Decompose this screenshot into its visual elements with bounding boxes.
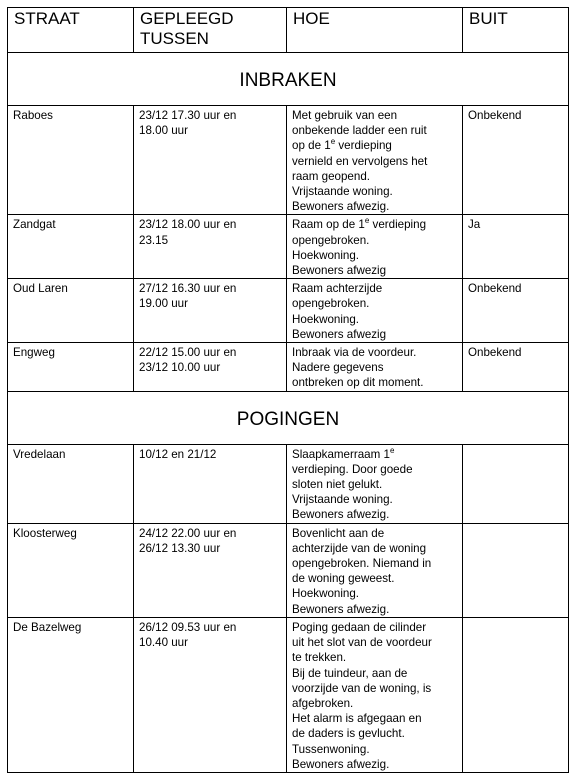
incident-table xyxy=(7,7,569,773)
cell-line: 18.00 uur xyxy=(139,124,188,138)
section-row xyxy=(8,391,569,444)
column-header-straat: STRAAT xyxy=(8,8,134,53)
cell-line: Bewoners afwezig xyxy=(292,264,387,278)
cell-straat: Vredelaan xyxy=(8,444,134,523)
cell-line: de daders is gevlucht. xyxy=(292,727,405,741)
cell-line: onbekende ladder een ruit xyxy=(292,124,427,138)
cell-line: 26/12 13.30 uur xyxy=(139,541,221,555)
cell-straat: Zandgat xyxy=(8,215,134,279)
cell-line: 22/12 15.00 uur en xyxy=(139,346,237,360)
cell-gepleegd-tussen xyxy=(134,444,287,523)
cell-line: Raam op de 1e verdieping xyxy=(292,216,427,232)
section-title-cell xyxy=(8,53,569,106)
cell-straat: Oud Laren xyxy=(8,279,134,343)
ordinal-superscript: e xyxy=(330,137,336,147)
ordinal-superscript: e xyxy=(389,445,395,455)
section-title-cell xyxy=(8,391,569,444)
cell-line: Bovenlicht aan de xyxy=(292,526,385,540)
cell-line: Poging gedaan de cilinder xyxy=(292,620,427,634)
cell-gepleegd-tussen xyxy=(134,279,287,343)
cell-line: op de 1e verdieping xyxy=(292,137,392,153)
cell-straat: Kloosterweg xyxy=(8,523,134,617)
cell-buit: Onbekend xyxy=(463,106,569,215)
cell-line: achterzijde van de woning xyxy=(292,541,427,555)
cell-line: opengebroken. xyxy=(292,297,370,311)
cell-buit xyxy=(463,444,569,523)
table-row xyxy=(8,279,569,343)
cell-line: 23.15 xyxy=(139,233,169,247)
cell-line: Inbraak via de voordeur. xyxy=(292,346,417,360)
cell-line: 23/12 17.30 uur en xyxy=(139,109,237,122)
cell-straat: Raboes xyxy=(8,106,134,215)
cell-hoe xyxy=(287,106,463,215)
cell-line: sloten niet gelukt. xyxy=(292,478,383,492)
column-header-gepleegd-tussen: GEPLEEGD TUSSEN xyxy=(134,8,287,53)
cell-line: 27/12 16.30 uur en xyxy=(139,282,237,296)
cell-line: 23/12 10.00 uur xyxy=(139,361,221,375)
cell-line: afgebroken. xyxy=(292,696,354,710)
cell-line: Met gebruik van een xyxy=(292,109,398,122)
cell-line: 19.00 uur xyxy=(139,297,188,311)
section-title: INBRAKEN xyxy=(239,70,337,91)
cell-line: Vrijstaande woning. xyxy=(292,185,393,199)
cell-line: 23/12 18.00 uur en xyxy=(139,218,237,232)
cell-gepleegd-tussen xyxy=(134,106,287,215)
cell-buit xyxy=(463,523,569,617)
column-header-hoe: HOE xyxy=(287,8,463,53)
cell-line: Slaapkamerraam 1e xyxy=(292,445,395,461)
cell-line: 24/12 22.00 uur en xyxy=(139,526,237,540)
cell-line: Nadere gegevens xyxy=(292,361,384,375)
cell-line: vernield en vervolgens het xyxy=(292,154,428,168)
cell-line: 10.40 uur xyxy=(139,636,188,650)
header-row xyxy=(8,8,569,53)
table-row xyxy=(8,444,569,523)
cell-line: voorzijde van de woning, is xyxy=(292,681,432,695)
cell-line: ontbreken op dit moment. xyxy=(292,376,424,390)
cell-line: te trekken. xyxy=(292,651,347,665)
cell-line: Bewoners afwezig. xyxy=(292,757,390,771)
cell-line: Bewoners afwezig xyxy=(292,327,387,341)
cell-gepleegd-tussen xyxy=(134,215,287,279)
cell-line: opengebroken. Niemand in xyxy=(292,557,432,571)
cell-line: Vrijstaande woning. xyxy=(292,493,393,507)
table-body xyxy=(8,8,569,773)
cell-line: Het alarm is afgegaan en xyxy=(292,712,422,726)
cell-hoe xyxy=(287,617,463,772)
cell-line: Tussenwoning. xyxy=(292,742,370,756)
cell-line: opengebroken. xyxy=(292,233,370,247)
cell-line: Bewoners afwezig. xyxy=(292,602,390,616)
cell-buit xyxy=(463,617,569,772)
table-row xyxy=(8,523,569,617)
cell-line: verdieping. Door goede xyxy=(292,462,413,476)
cell-hoe xyxy=(287,343,463,392)
cell-line: Hoekwoning. xyxy=(292,312,360,326)
cell-line: 26/12 09.53 uur en xyxy=(139,620,237,634)
ordinal-superscript: e xyxy=(364,216,370,226)
cell-gepleegd-tussen xyxy=(134,343,287,392)
cell-gepleegd-tussen xyxy=(134,523,287,617)
cell-hoe xyxy=(287,523,463,617)
section-row xyxy=(8,53,569,106)
column-header-buit: BUIT xyxy=(463,8,569,53)
cell-buit: Onbekend xyxy=(463,343,569,392)
cell-line: Bij de tuindeur, aan de xyxy=(292,666,408,680)
cell-line: Bewoners afwezig. xyxy=(292,508,390,522)
cell-line: Hoekwoning. xyxy=(292,587,360,601)
cell-line: uit het slot van de voordeur xyxy=(292,636,432,650)
cell-line: Raam achterzijde xyxy=(292,282,383,296)
table-row xyxy=(8,106,569,215)
cell-hoe xyxy=(287,279,463,343)
cell-straat: Engweg xyxy=(8,343,134,392)
cell-buit: Onbekend xyxy=(463,279,569,343)
table-row xyxy=(8,617,569,772)
cell-line: Hoekwoning. xyxy=(292,248,360,262)
section-title: POGINGEN xyxy=(236,408,340,430)
cell-hoe xyxy=(287,444,463,523)
cell-line: 10/12 en 21/12 xyxy=(139,447,217,461)
cell-line: raam geopend. xyxy=(292,169,370,183)
table-row xyxy=(8,215,569,279)
cell-buit: Ja xyxy=(463,215,569,279)
cell-gepleegd-tussen xyxy=(134,617,287,772)
cell-straat: De Bazelweg xyxy=(8,617,134,772)
table-row xyxy=(8,343,569,392)
cell-line: Bewoners afwezig. xyxy=(292,200,390,214)
cell-hoe xyxy=(287,215,463,279)
cell-line: de woning geweest. xyxy=(292,572,395,586)
